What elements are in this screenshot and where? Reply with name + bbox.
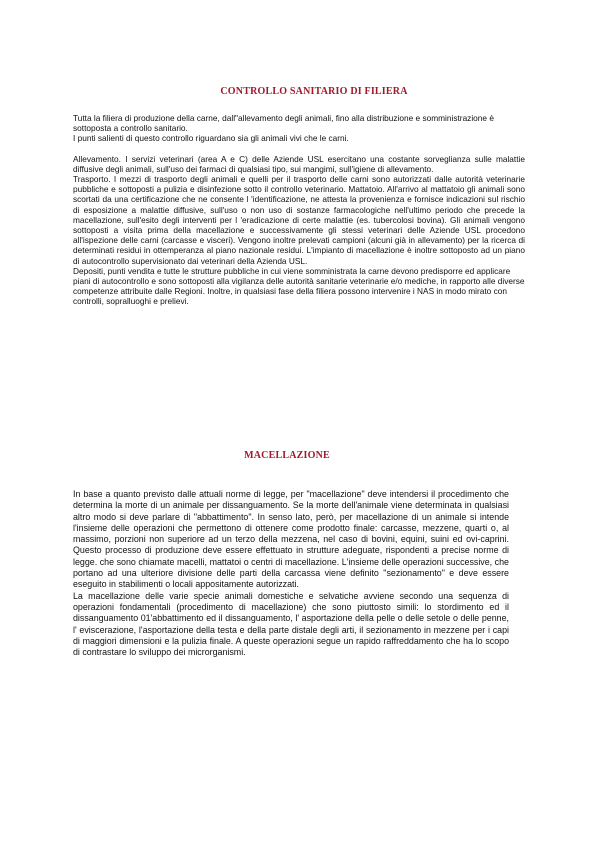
depositi-paragraph: Depositi, punti vendita e tutte le strutture pubbliche in cui viene somministrata la carne devono predisporre ed applicare piani di autocontrollo e sono sottoposti alla vigilanza delle autorità sanitarie veterinarie e/o mediche, in rapporto alle diverse competenze attribuite dalle Regioni. Inoltre, in qualsiasi fase della filiera possono intervenire i NAS in modo mirato con controlli, sopralluoghi e prelievi. — [73, 265, 525, 307]
intro-paragraph: Tutta la filiera di produzione della carne, dall"allevamento degli animali, fino alla distribuzione e somministrazione è sottoposta a controllo sanitario. — [73, 113, 494, 134]
macellazione-paragraph-1: In base a quanto previsto dalle attuali norme di legge, per "macellazione" deve intendersi il procedimento che determina la morte di un animale per dissanguamento. Se la morte dell'animale viene determinata in qualsiasi altro modo si deve parlare di "abbattimento". In senso lato, però, per macellazione di un animale si intende l'insieme delle operazioni che permettono di ottenere come prodotto finale: carcasse, mezzene, quarti o, al massimo, porzioni non superiore ad un terzo della mezzena, nel caso di bovini, equini, suini ed ovi-caprini. Questo processo di produzione deve essere effettuato in strutture adeguate, rispondenti a precise norme di legge. che sono chiamate macelli, mattatoi o centri di macellazione. L'insieme delle operazioni successive, che portano ad una ulteriore divisione delle parti della carcassa viene definito "sezionamento" e deve essere eseguito in stabilimenti o locali appositamente autorizzati. — [73, 489, 509, 590]
macellazione-paragraph-2: La macellazione delle varie specie animali domestiche e selvatiche avviene secondo una sequenza di operazioni fondamentali (procedimento di macellazione) che sono piuttosto simili: lo stordimento ed il dissanguamento 01'abbattimento ed il dissanguamento, l' asportazione della pelle o delle setole o delle penne, l' eviscerazione, l'asportazione della testa e della parte distale degli arti, il sezionamento in mezzene per i capi di maggiori dimensioni e la pulizia finale. A queste operazioni segue un rapido raffreddamento che ha lo scopo di contrastare lo sviluppo dei microrganismi. — [73, 590, 509, 658]
trasporto-mattatoio-paragraph: Trasporto. I mezzi di trasporto degli animali e quelli per il trasporto delle carni sono autorizzati dalle autorità veterinarie pubbliche e sottoposti a pulizia e disinfezione sotto il controllo veterinario. Mattatoio. All'arrivo al mattatoio gli animali sono scortati da una certificazione che ne consente l 'identificazione, ne attesta la provenienza e fornisce indicazioni sul rischio di esposizione a malattie diffusive, sull'uso o non uso di sostanze farmacologiche nell'ultimo periodo che precede la macellazione, sull'esito degli interventi per l 'eradicazione di certe malattie (es. tubercolosi bovina). Gli animali vengono sottoposti a visita prima della macellazione e successivamente gli stessi veterinari delle Aziende USL procedono all'ispezione delle carni (carcasse e visceri). Vengono inoltre prelevati campioni (alcuni già in allevamento) per la ricerca di determinati residui in ottemperanza al piano nazionale residui. L'impianto di macellazione è inoltre sottoposto ad un piano di autocontrollo supervisionato dai veterinari della Azienda USL. — [73, 174, 525, 266]
section-macellazione — [73, 489, 509, 658]
intro-paragraph-2: I punti salienti di questo controllo riguardano sia gli animali vivi che le carni. — [73, 133, 349, 144]
section-controllo-sanitario — [73, 113, 525, 307]
section-title-controllo-sanitario: CONTROLLO SANITARIO DI FILIERA — [220, 86, 408, 97]
section-title-macellazione: MACELLAZIONE — [244, 450, 330, 461]
allevamento-paragraph: Allevamento. I servizi veterinari (area A e C) delle Aziende USL esercitano una costante sorveglianza sulle malattie diffusive degli animali, sull'uso dei farmaci di qualsiasi tipo, sui mangimi, sull'igiene di allevamento. — [73, 153, 525, 174]
